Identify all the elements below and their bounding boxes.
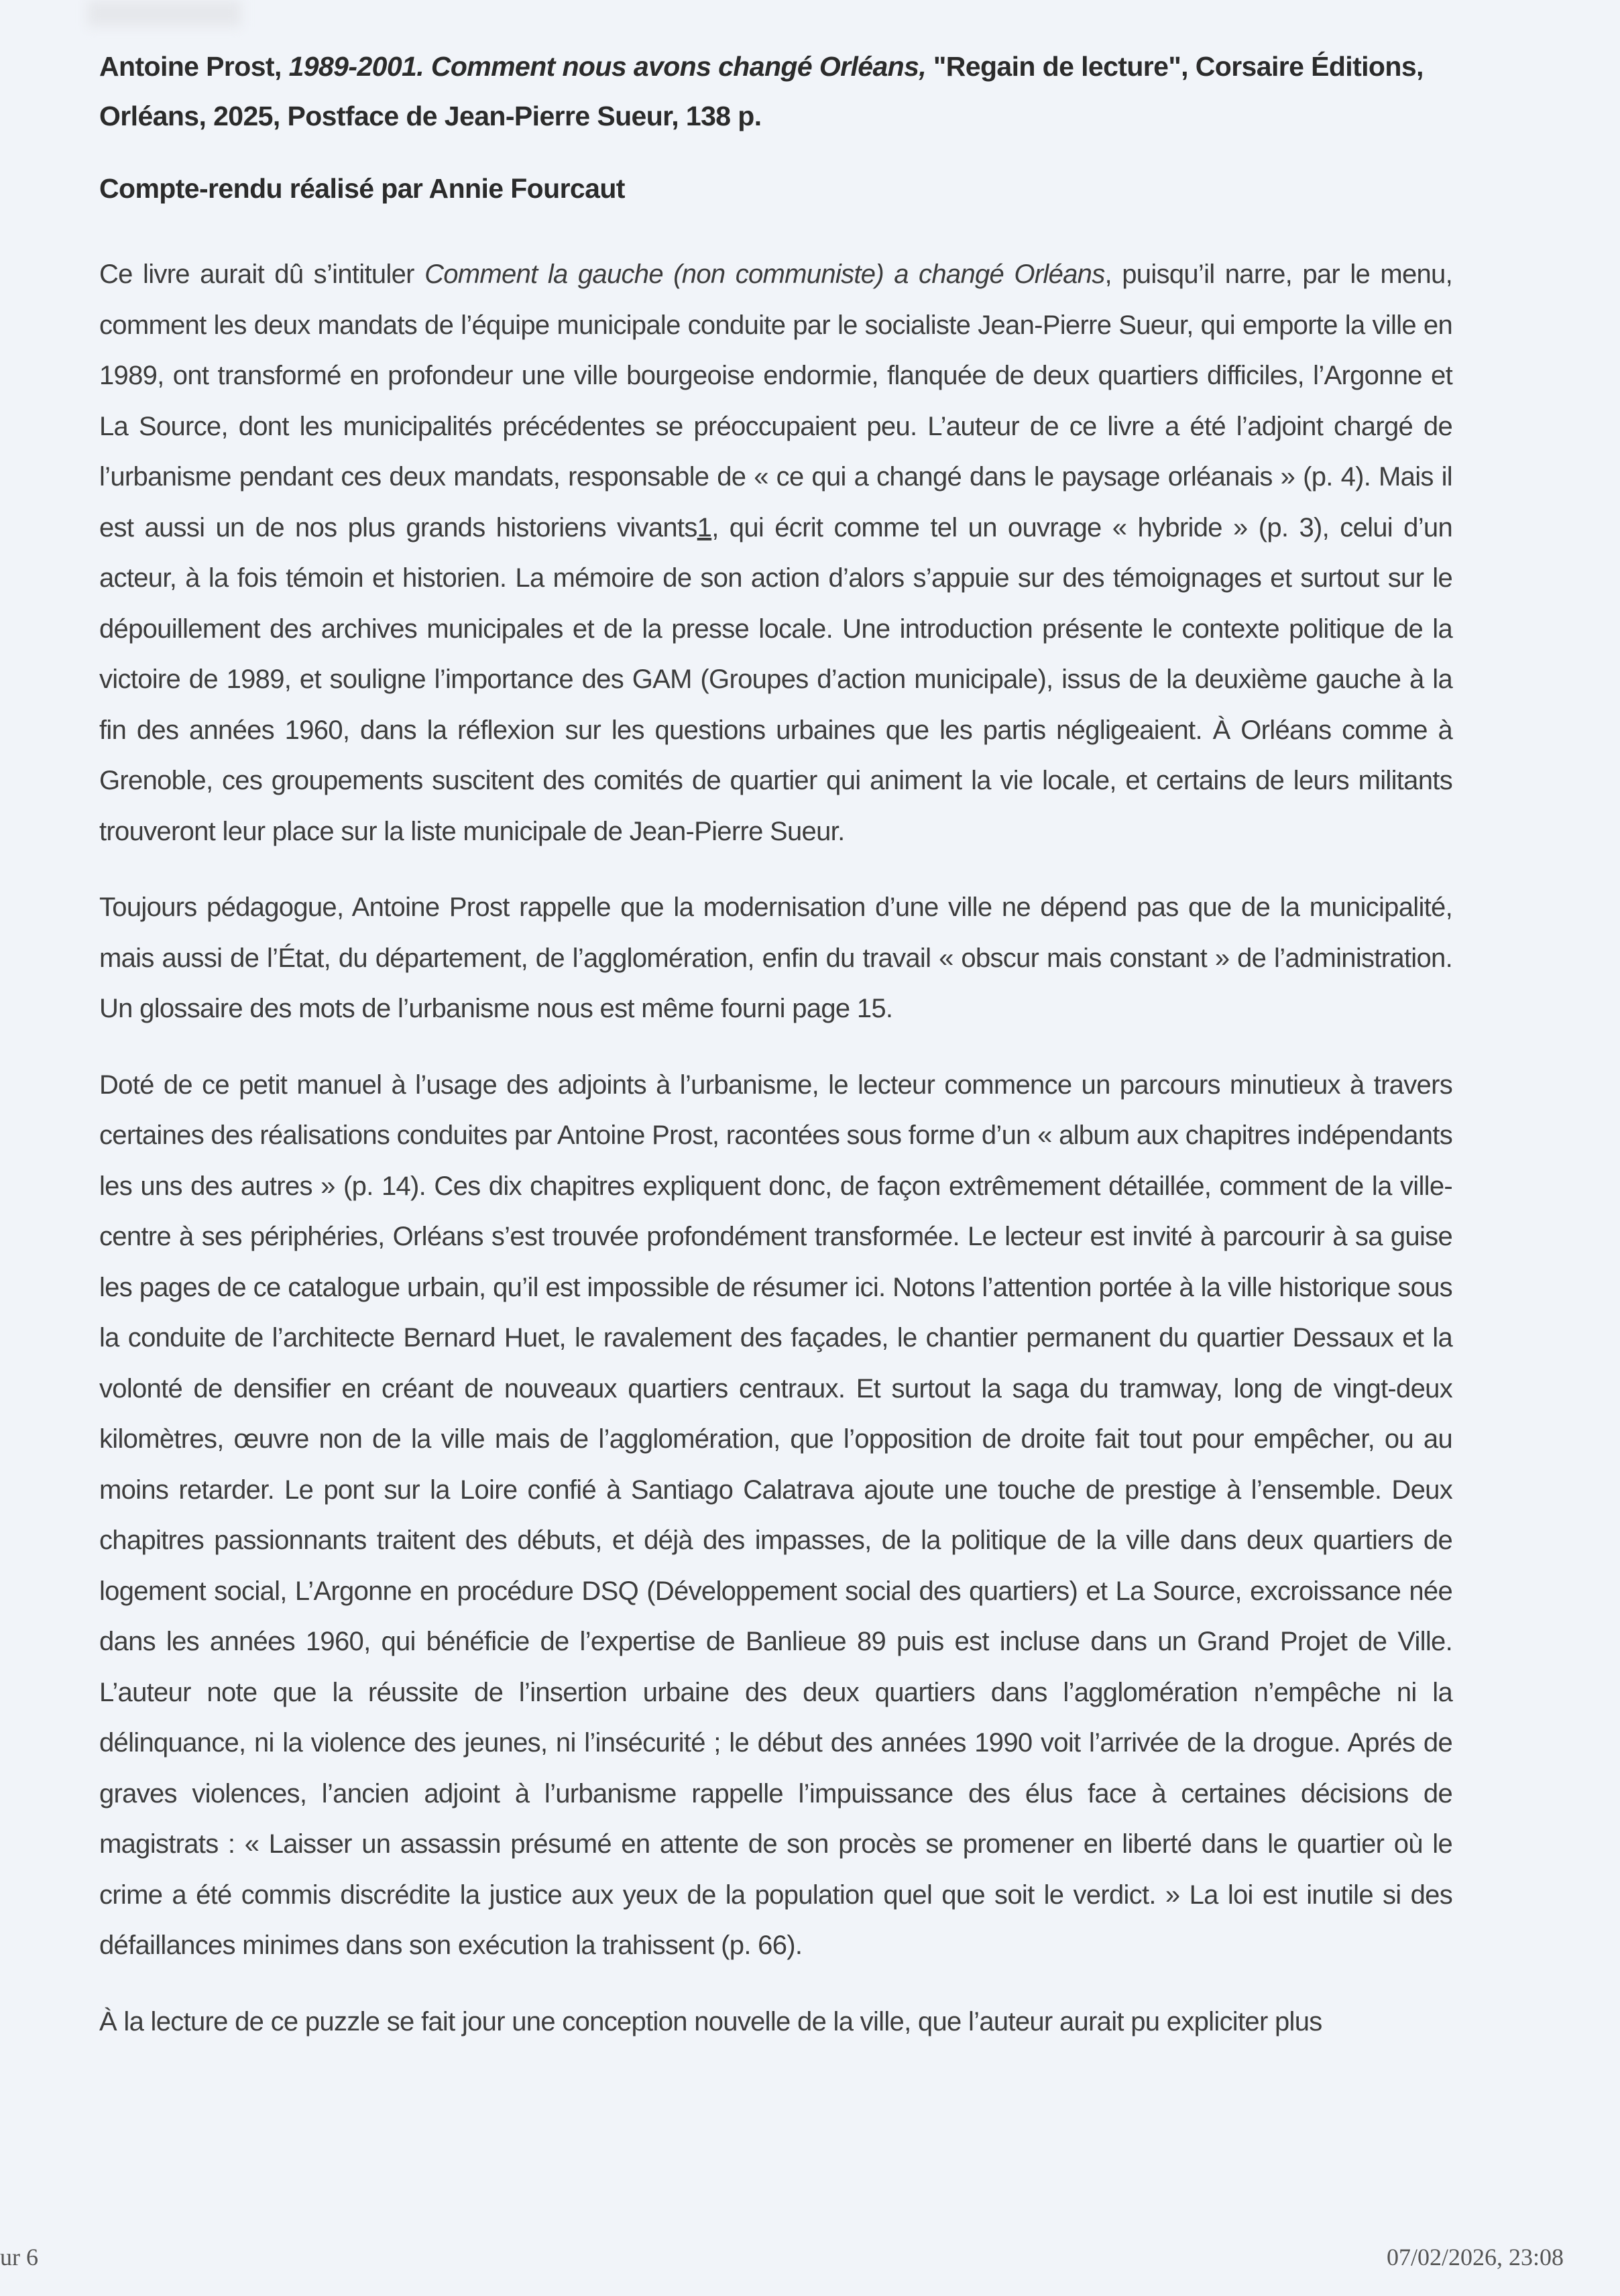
ref-author: Antoine Prost, (99, 51, 289, 82)
ref-publication: "Regain de lecture", Corsaire Éditions, Orléans, 2025, Postface de Jean-Pierre Sueur, 138 p. (99, 51, 1424, 131)
text: , qui écrit comme tel un ouvrage « hybride » (p. 3), celui d’un acteur, à la fois témoin et historien. La mémoire de son action d’alors s’appuie sur des témoignages et surtout sur le dépouillement des archives municipales et de la presse locale. Une introduction présente le contexte politique de la victoire de 1989, et souligne l’importance des GAM (Groupes d’action municipale), issus de la deuxième gauche à la fin des années 1960, dans la réflexion sur les questions urbaines que les partis négligeaient. À Orléans comme à Grenoble, ces groupements suscitent des comités de quartier qui animent la vie locale, et certains de leurs militants trouveront leur place sur la liste municipale de Jean-Pierre Sueur. (99, 512, 1452, 846)
paragraph-3: Doté de ce petit manuel à l’usage des adjoints à l’urbanisme, le lecteur commence un parcours minutieux à travers certaines des réalisations conduites par Antoine Prost, racontées sous forme d’un « album aux chapitres indépendants les uns des autres » (p. 14). Ces dix chapitres expliquent donc, de façon extrêmement détaillée, comment de la ville-centre à ses périphéries, Orléans s’est trouvée profondément transformée. Le lecteur est invité à parcourir à sa guise les pages de ce catalogue urbain, qu’il est impossible de résumer ici. Notons l’attention portée à la ville historique sous la conduite de l’architecte Bernard Huet, le ravalement des façades, le chantier permanent du quartier Dessaux et la volonté de densifier en créant de nouveaux quartiers centraux. Et surtout la saga du tramway, long de vingt-deux kilomètres, œuvre non de la ville mais de l’agglomération, que l’opposition de droite fait tout pour empêcher, ou au moins retarder. Le pont sur la Loire confié à Santiago Calatrava ajoute une touche de prestige à l’ensemble. Deux chapitres passionnants traitent des débuts, et déjà des impasses, de la politique de la ville dans deux quartiers de logement social, L’Argonne en procédure DSQ (Développement social des quartiers) et La Source, excroissance née dans les années 1960, qui bénéficie de l’expertise de Banlieue 89 puis est incluse dans un Grand Projet de Ville. L’auteur note que la réussite de l’insertion urbaine des deux quartiers dans l’agglomération n’empêche ni la délinquance, ni la violence des jeunes, ni l’insécurité ; le début des années 1990 voit l’arrivée de la drogue. Aprés de graves violences, l’ancien adjoint à l’urbanisme rappelle l’impuissance des élus face à certaines décisions de magistrats : « Laisser un assassin présumé en attente de son procès se promener en liberté dans le quartier où le crime a été commis discrédite la justice aux yeux de la population quel que soit le verdict. » La loi est inutile si des défaillances minimes dans son exécution la trahissent (p. 66). (99, 1070, 1452, 1960)
footnote-link[interactable]: 1 (697, 512, 712, 542)
page-footer-timestamp: 07/02/2026, 23:08 (1386, 2244, 1564, 2271)
scan-smudge (87, 0, 241, 27)
text: Ce livre aurait dû s’intituler (99, 260, 425, 289)
review-author: Compte-rendu réalisé par Annie Fourcaut (99, 173, 625, 204)
text: , puisqu’il narre, par le menu, comment les deux mandats de l’équipe municipale conduite par le socialiste Jean-Pierre Sueur, qui emporte la ville en 1989, ont transformé en profondeur une ville bourgeoise endormie, flanquée de deux quartiers difficiles, l’Argonne et La Source, dont les municipalités précédentes se préoccupaient peu. L’auteur de ce livre a été l’adjoint chargé de l’urbanisme pendant ces deux mandats, responsable de « ce qui a changé dans le paysage orléanais » (p. 4). Mais il est aussi un de nos plus grands historiens vivants (99, 260, 1453, 542)
review-body (99, 249, 1452, 2073)
paragraph-2: Toujours pédagogue, Antoine Prost rappelle que la modernisation d’une ville ne dépend pas que de la municipalité, mais aussi de l’État, du département, de l’agglomération, enfin du travail « obscur mais constant » de l’administration. Un glossaire des mots de l’urbanisme nous est même fourni page 15. (99, 893, 1452, 1023)
italic-title: Comment la gauche (non communiste) a changé Orléans (424, 260, 1105, 289)
paragraph-4: À la lecture de ce puzzle se fait jour une conception nouvelle de la ville, que l’auteur aurait pu expliciter plus (99, 2006, 1322, 2036)
page-footer-left: ur 6 (0, 2244, 38, 2271)
paragraph-1 (99, 249, 1452, 857)
book-reference (99, 42, 1460, 141)
ref-title: 1989-2001. Comment nous avons changé Orléans, (288, 51, 927, 82)
